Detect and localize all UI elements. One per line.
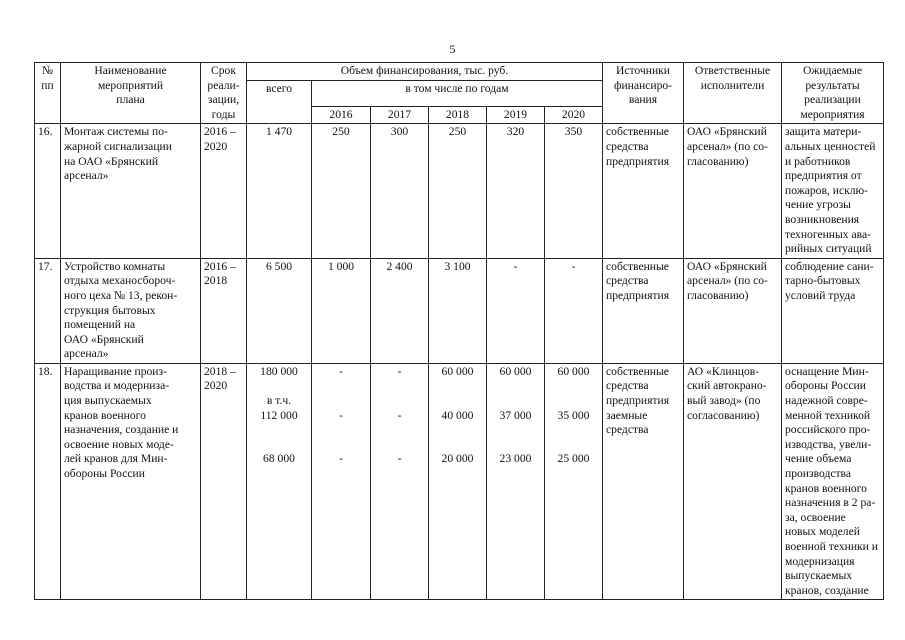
table-row [35,124,884,258]
header-row-1 [35,63,884,81]
row-num: 16. [35,124,61,258]
row-results: оснащение Мин- обороны России надежной совре- менной техникой российского про- изводства, увели- чение объема производства кранов военного назначения в 2 ра- за, освоение новых моделей военной техники и модернизация выпускаемых кранов, создание [782,363,884,600]
row-y2019: - [487,258,545,363]
row-sources: собственные средства предприятия заемные средства [603,363,684,600]
header-year-2017: 2017 [371,106,429,124]
row-total: 6 500 [247,258,312,363]
row-num: 17. [35,258,61,363]
row-total: 180 000 в т.ч. 112 000 68 000 [247,363,312,600]
header-term: Срок реали- зации, годы [201,63,247,124]
row-y2016: 250 [312,124,371,258]
row-y2016: - - - [312,363,371,600]
row-y2018: 60 000 40 000 20 000 [429,363,487,600]
row-responsible: АО «Клинцов- ский автокрано- вый завод» (по согласованию) [684,363,782,600]
sub-total-loan: 68 000 [263,452,295,466]
including-label: в т.ч. [266,394,292,408]
header-financing: Объем финансирования, тыс. руб. [247,63,603,81]
header-total: всего [247,80,312,124]
row-term: 2016 – 2018 [201,258,247,363]
row-results: защита матери- альных ценностей и работников предприятия от пожаров, исклю- чение угрозы возникновения техногенных ава- рийных ситуаций [782,124,884,258]
row-y2018: 3 100 [429,258,487,363]
header-results: Ожидаемые результаты реализации мероприятия [782,63,884,124]
row-responsible: ОАО «Брянский арсенал» (по со- гласованию) [684,258,782,363]
row-y2017: 300 [371,124,429,258]
row-y2020: 350 [545,124,603,258]
header-year-2018: 2018 [429,106,487,124]
row-y2020: - [545,258,603,363]
header-year-2020: 2020 [545,106,603,124]
header-responsible: Ответственные исполнители [684,63,782,124]
row-responsible: ОАО «Брянский арсенал» (по со- гласованию) [684,124,782,258]
row-results: соблюдение сани- тарно-бытовых условий труда [782,258,884,363]
row-y2016: 1 000 [312,258,371,363]
sub-total-own: 112 000 [260,408,298,422]
row-total: 1 470 [247,124,312,258]
row-y2019: 320 [487,124,545,258]
row-sources: собственные средства предприятия [603,124,684,258]
header-year-2016: 2016 [312,106,371,124]
row-y2020: 60 000 35 000 25 000 [545,363,603,600]
row-sources: собственные средства предприятия [603,258,684,363]
row-y2019: 60 000 37 000 23 000 [487,363,545,600]
row-num: 18. [35,363,61,600]
header-by-years: в том числе по годам [312,80,603,106]
row-name: Монтаж системы по- жарной сигнализации на ОАО «Брянский арсенал» [61,124,201,258]
header-year-2019: 2019 [487,106,545,124]
header-name: Наименование мероприятий плана [61,63,201,124]
table-row [35,363,884,600]
row-term: 2016 – 2020 [201,124,247,258]
header-sources: Источники финансиро- вания [603,63,684,124]
row-name: Наращивание произ- водства и модерниза- ция выпускаемых кранов военного назначения, создание и освоение новых моде- лей кранов для Мин- обороны России [61,363,201,600]
row-term: 2018 – 2020 [201,363,247,600]
page-number: 5 [449,42,456,56]
table-row [35,258,884,363]
row-y2017: 2 400 [371,258,429,363]
row-y2018: 250 [429,124,487,258]
row-name: Устройство комнаты отдыха механосбороч- ного цеха № 13, рекон- струкция бытовых помещений на ОАО «Брянский арсенал» [61,258,201,363]
action-plan-table [34,62,884,600]
row-y2017: - - - [371,363,429,600]
header-num: № пп [35,63,61,124]
